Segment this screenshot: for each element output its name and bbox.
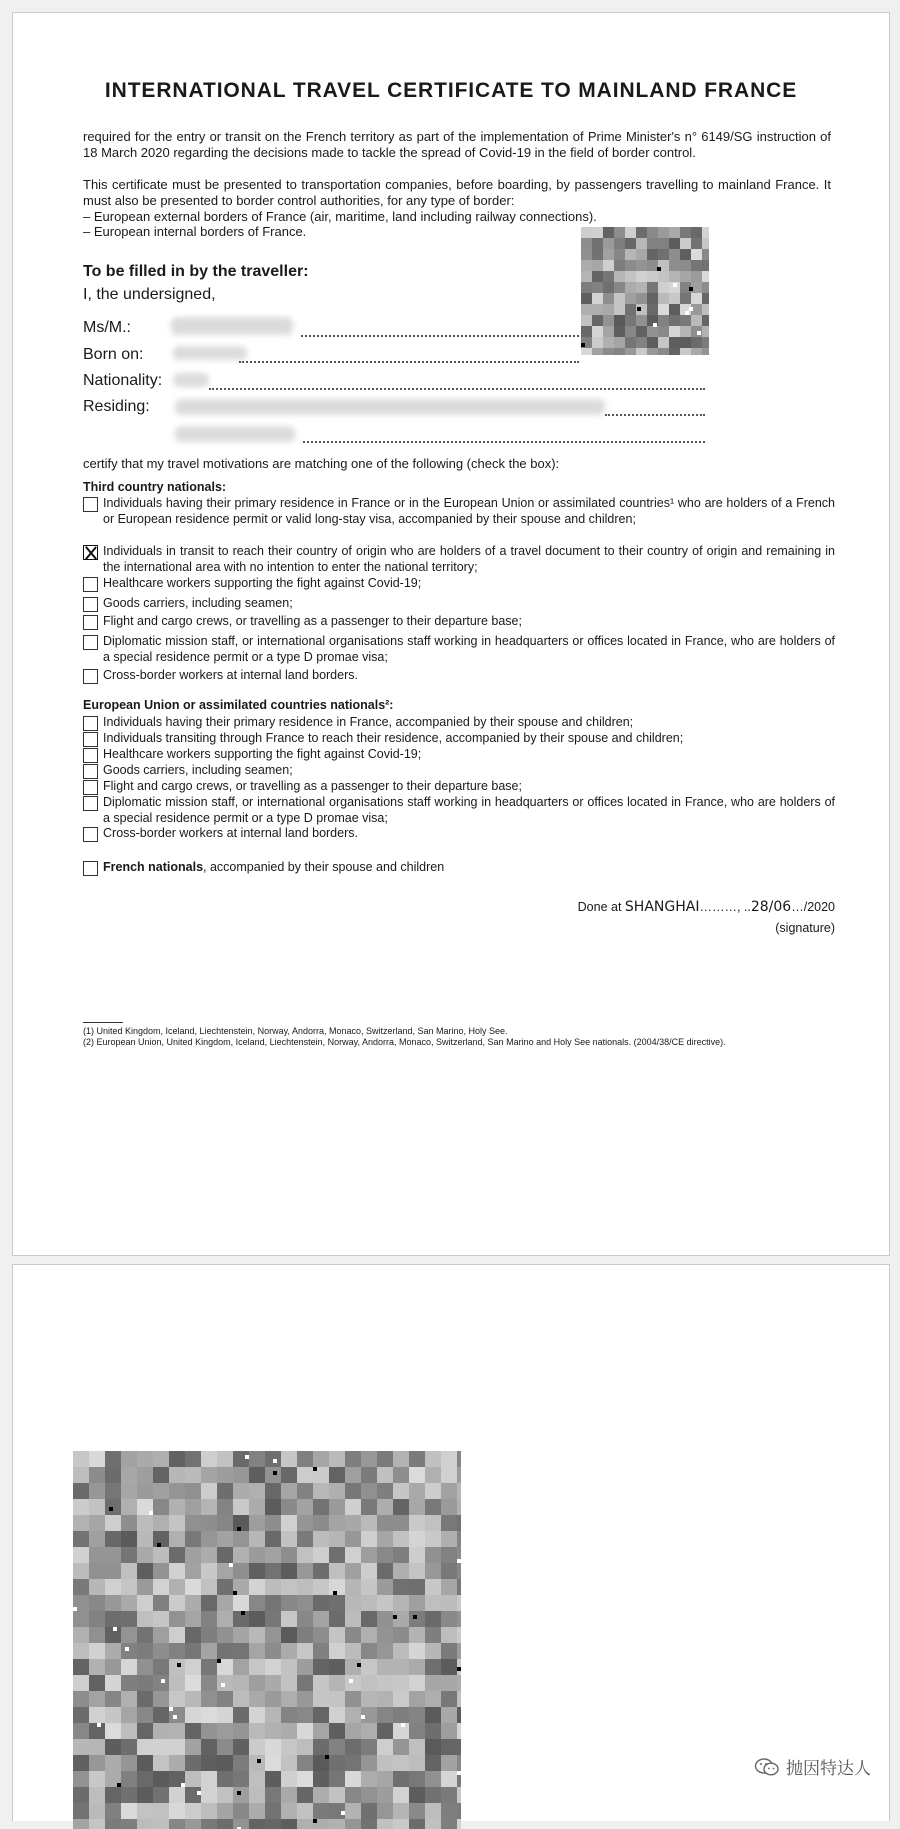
eu-nationals-checkbox-2[interactable] — [83, 732, 98, 747]
third-country-option-text-2: Individuals in transit to reach their country of origin who are holders of a travel document to their country of origin and remaining in the international area with no intention to enter the national territory; — [103, 544, 835, 574]
traveller-heading: To be filled in by the traveller: — [83, 263, 309, 280]
residing-field-2-line — [303, 441, 705, 443]
qr-code-large — [73, 1451, 461, 1829]
eu-nationals-checkbox-7[interactable] — [83, 827, 98, 842]
document-title: INTERNATIONAL TRAVEL CERTIFICATE TO MAINLAND FRANCE — [104, 79, 798, 102]
eu-nationals-option-3[interactable] — [83, 747, 835, 763]
eu-nationals-option-text-3: Healthcare workers supporting the fight against Covid-19; — [103, 747, 422, 761]
wechat-icon — [754, 1757, 780, 1777]
eu-nationals-option-6[interactable] — [83, 795, 835, 826]
watermark — [754, 1754, 871, 1779]
eu-nationals-option-text-2: Individuals transiting through France to reach their residence, accompanied by their spouse and children; — [103, 731, 684, 745]
third-country-option-text-6: Diplomatic mission staff, or international organisations staff working in headquarters or offices located in France, who are holders of a special residence permit or a type D promae visa; — [103, 634, 835, 664]
third-country-option-text-1: Individuals having their primary residence in France or in the European Union or assimilated countries¹ who are holders of a French or European residence permit or valid long-stay visa, accompanied by their spouse and children; — [103, 496, 835, 526]
third-country-option-1[interactable] — [83, 496, 835, 527]
third-country-option-5[interactable] — [83, 614, 835, 630]
place-separator: ………, .. — [699, 900, 751, 914]
name-field-redacted[interactable] — [171, 317, 293, 335]
third-country-checkbox-5[interactable] — [83, 615, 98, 630]
eu-nationals-checkbox-5[interactable] — [83, 780, 98, 795]
checkbox-row-french[interactable] — [83, 860, 835, 876]
nationality-field-redacted[interactable] — [173, 373, 209, 387]
residing-label: Residing: — [83, 398, 150, 415]
date-value: 28/06 — [750, 899, 792, 915]
eu-nationals-checkbox-1[interactable] — [83, 716, 98, 731]
nationality-label: Nationality: — [83, 372, 163, 389]
third-country-option-2[interactable] — [83, 544, 835, 575]
watermark-text: 抛因特达人 — [786, 1759, 871, 1778]
french-bold: French nationals — [103, 860, 204, 874]
eu-nationals-option-1[interactable] — [83, 715, 835, 731]
eu-nationals-option-5[interactable] — [83, 779, 835, 795]
checkbox-french[interactable] — [83, 861, 98, 876]
eu-nationals-option-text-4: Goods carriers, including seamen; — [103, 763, 293, 777]
signature-label: (signature) — [775, 921, 835, 935]
eu-nationals-option-text-6: Diplomatic mission staff, or international organisations staff working in headquarters or offices located in France, who are holders of a special residence permit or a type D promae visa; — [103, 795, 835, 825]
eu-nationals-option-4[interactable] — [83, 763, 835, 779]
third-country-option-text-4: Goods carriers, including seamen; — [103, 596, 293, 610]
third-country-title: Third country nationals: — [83, 480, 227, 494]
third-country-option-7[interactable] — [83, 668, 835, 684]
third-country-checkbox-7[interactable] — [83, 669, 98, 684]
eu-nationals-option-2[interactable] — [83, 731, 835, 747]
intro-paragraph: required for the entry or transit on the French territory as part of the implementation of Prime Minister's n° 6149/SG instruction of 18 March 2020 regarding the decisions made to tackle the spread of Covid-19 in the field of border control. — [83, 129, 831, 160]
place-value: SHANGHAI — [624, 899, 700, 915]
eu-nationals-checkbox-6[interactable] — [83, 796, 98, 811]
french-rest: , accompanied by their spouse and children — [203, 860, 445, 874]
residing-field-line — [605, 414, 705, 416]
footnote-2: (2) European Union, United Kingdom, Iceland, Liechtenstein, Norway, Andorra, Monaco, Switzerland, San Marino and Holy See nationals. (2004/38/CE directive). — [83, 1037, 726, 1047]
undersigned-text: I, the undersigned, — [83, 286, 216, 303]
third-country-checkbox-6[interactable] — [83, 635, 98, 650]
footnote-rule — [83, 1022, 123, 1023]
eu-nationals-option-text-5: Flight and cargo crews, or travelling as a passenger to their departure base; — [103, 779, 522, 793]
qr-page — [12, 1264, 890, 1821]
residing-field-redacted[interactable] — [175, 399, 605, 415]
eu-nationals-checkbox-3[interactable] — [83, 748, 98, 763]
name-field-line — [301, 335, 579, 337]
third-country-option-text-5: Flight and cargo crews, or travelling as a passenger to their departure base; — [103, 614, 522, 628]
eu-nationals-option-7[interactable] — [83, 826, 835, 842]
qr-code-small — [581, 227, 709, 355]
eu-nationals-checkbox-4[interactable] — [83, 764, 98, 779]
border-item-external: – European external borders of France (air, maritime, land including railway connections). — [83, 209, 597, 224]
name-label: Ms/M.: — [83, 319, 131, 336]
third-country-option-text-7: Cross-border workers at internal land borders. — [103, 668, 358, 682]
residing-field-2-redacted[interactable] — [175, 426, 295, 442]
presentation-paragraph: This certificate must be presented to transportation companies, before boarding, by passengers travelling to mainland France. It must also be presented to border control authorities, for any type of border: — [83, 177, 831, 208]
done-at-line — [578, 899, 835, 915]
born-field-line — [239, 361, 579, 363]
footnote-1: (1) United Kingdom, Iceland, Liechtenstein, Norway, Andorra, Monaco, Switzerland, San Marino, Holy See. — [83, 1026, 508, 1036]
year-value: …/2020 — [791, 900, 835, 914]
third-country-checkbox-3[interactable] — [83, 577, 98, 592]
certify-text: certify that my travel motivations are matching one of the following (check the box): — [83, 456, 560, 471]
third-country-option-text-3: Healthcare workers supporting the fight against Covid-19; — [103, 576, 422, 590]
certificate-page — [12, 12, 890, 1256]
done-at-label: Done at — [577, 900, 625, 914]
born-field-redacted[interactable] — [173, 346, 247, 360]
born-label: Born on: — [83, 346, 144, 363]
third-country-checkbox-4[interactable] — [83, 597, 98, 612]
eu-nationals-option-text-1: Individuals having their primary residence in France, accompanied by their spouse and children; — [103, 715, 634, 729]
nationality-field-line — [209, 388, 705, 390]
eu-nationals-title: European Union or assimilated countries nationals²: — [83, 698, 394, 712]
third-country-option-4[interactable] — [83, 596, 835, 612]
border-item-internal: – European internal borders of France. — [83, 224, 307, 239]
third-country-checkbox-1[interactable] — [83, 497, 98, 512]
third-country-option-6[interactable] — [83, 634, 835, 665]
third-country-checkbox-2[interactable] — [83, 545, 98, 560]
third-country-option-3[interactable] — [83, 576, 835, 592]
eu-nationals-option-text-7: Cross-border workers at internal land borders. — [103, 826, 358, 840]
